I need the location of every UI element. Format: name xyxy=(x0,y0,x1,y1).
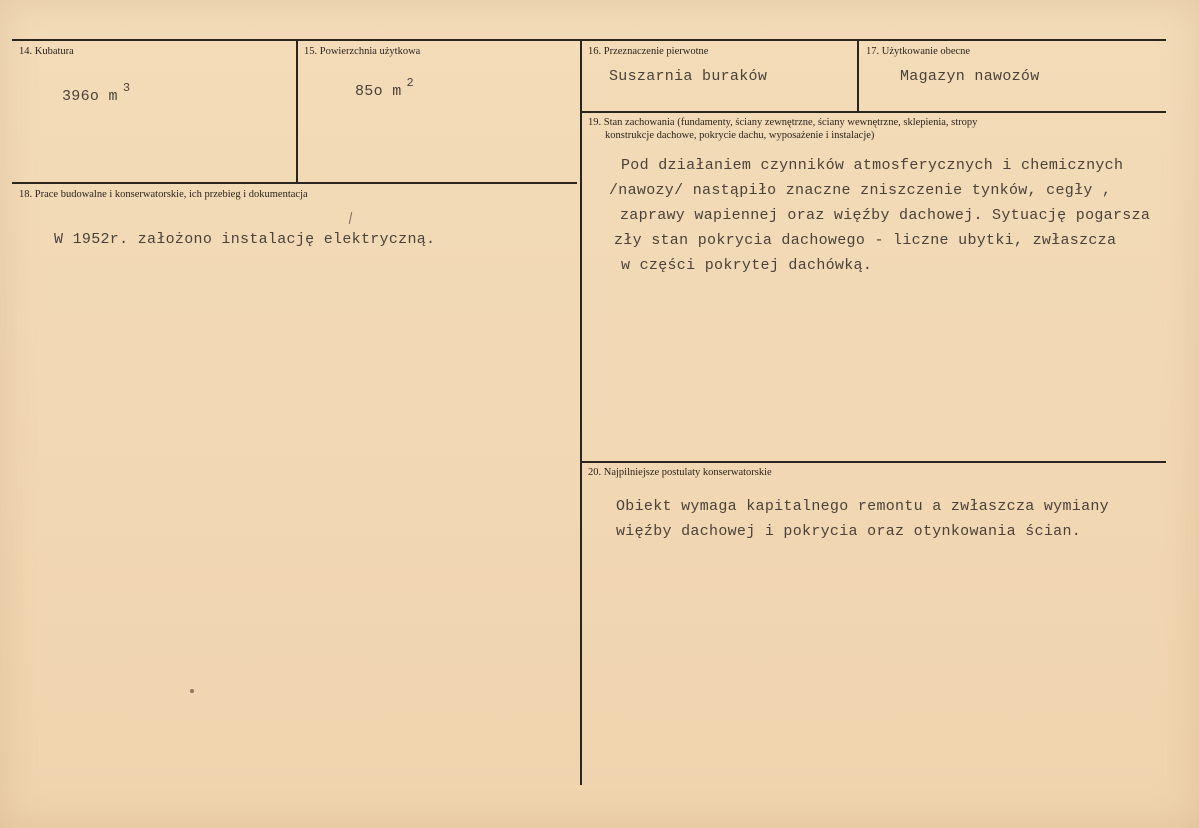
kubatura-value xyxy=(62,81,131,105)
prace-label: 18. Prace budowalne i konserwatorskie, ich przebieg i dokumentacja xyxy=(19,189,308,200)
postulaty-line: Obiekt wymaga kapitalnego remontu a zwłaszcza wymiany xyxy=(616,498,1109,515)
stan-label-line1: 19. Stan zachowania (fundamenty, ściany zewnętrzne, ściany wewnętrzne, sklepienia, stropy xyxy=(588,117,978,128)
kubatura-number: 396o m xyxy=(62,88,118,105)
uzytkowanie-label: 17. Użytkowanie obecne xyxy=(866,46,971,57)
dot-mark xyxy=(190,689,194,693)
center-divider xyxy=(580,39,582,785)
postulaty-label: 20. Najpilniejsze postulaty konserwatorskie xyxy=(588,467,772,478)
divider-16-17 xyxy=(857,39,859,111)
stan-line: w części pokrytej dachówką. xyxy=(621,257,873,274)
powierzchnia-label: 15. Powierzchnia użytkowa xyxy=(304,46,421,57)
row2-rule-right xyxy=(581,461,1166,463)
row1-rule-left xyxy=(12,182,577,184)
powierzchnia-exponent: 2 xyxy=(406,76,415,90)
stan-text xyxy=(609,157,1150,282)
prace-value: W 1952r. założono instalację elektryczną. xyxy=(54,231,436,248)
postulaty-text xyxy=(616,498,1109,548)
przeznaczenie-label: 16. Przeznaczenie pierwotne xyxy=(588,46,709,57)
kubatura-exponent: 3 xyxy=(122,81,131,95)
stan-line: /nawozy/ nastąpiło znaczne zniszczenie tynków, cegły , xyxy=(609,182,1112,199)
postulaty-line: więźby dachowej i pokrycia oraz otynkowania ścian. xyxy=(616,523,1082,540)
powierzchnia-value xyxy=(355,76,415,100)
row1-rule-right xyxy=(581,111,1166,113)
stan-label-line2: konstrukcje dachowe, pokrycie dachu, wyposażenie i instalacje) xyxy=(605,130,875,141)
pencil-mark xyxy=(349,212,352,224)
przeznaczenie-value: Suszarnia buraków xyxy=(609,68,768,85)
stan-line: zły stan pokrycia dachowego - liczne ubytki, zwłaszcza xyxy=(614,232,1117,249)
divider-14-15 xyxy=(296,39,298,182)
kubatura-label: 14. Kubatura xyxy=(19,46,74,57)
powierzchnia-number: 85o m xyxy=(355,83,402,100)
stan-line: Pod działaniem czynników atmosferycznych i chemicznych xyxy=(621,157,1124,174)
stan-line: zaprawy wapiennej oraz więźby dachowej. Sytuację pogarsza xyxy=(620,207,1151,224)
uzytkowanie-value: Magazyn nawozów xyxy=(900,68,1040,85)
top-rule xyxy=(12,39,1166,41)
